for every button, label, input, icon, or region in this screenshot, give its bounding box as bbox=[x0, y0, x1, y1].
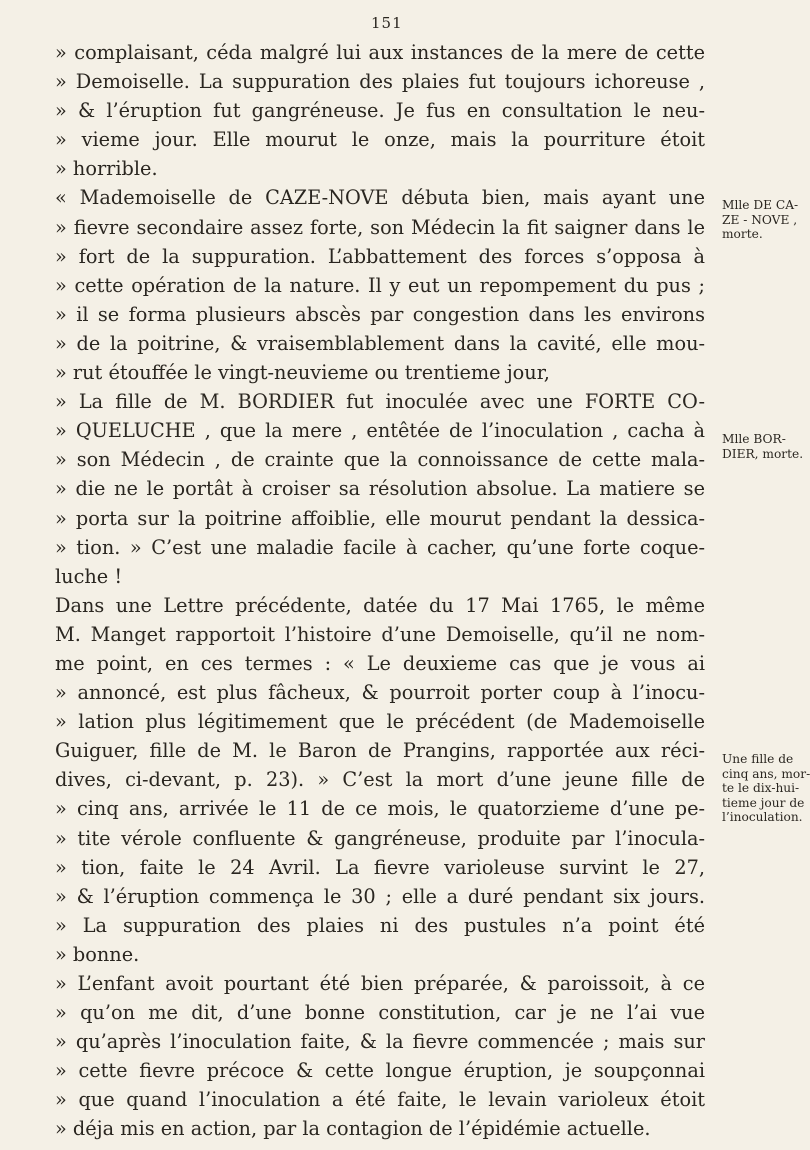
text-line: » die ne le portât à croiser sa résolution absolue. La matiere se bbox=[55, 477, 705, 501]
text-line: Dans une Lettre précédente, datée du 17 Mai 1765, le même bbox=[55, 593, 705, 617]
text-line: » de la poitrine, & vraisemblablement dans la cavité, elle mou- bbox=[55, 331, 705, 355]
sidenote-line: Mlle DE CA- bbox=[722, 198, 799, 212]
text-line: » porta sur la poitrine affoiblie, elle mourut pendant la dessica- bbox=[55, 506, 705, 530]
text-line: » complaisant, céda malgré lui aux instances de la mere de cette bbox=[55, 41, 705, 64]
text-line: » fort de la suppuration. L’abbattement des forces s’opposa à bbox=[55, 244, 705, 268]
sidenote-line: Mlle BOR- bbox=[722, 432, 786, 446]
sidenote-five-year-old bbox=[722, 752, 810, 825]
text-line: luche ! bbox=[55, 564, 123, 588]
sidenote-line: ZE - NOVE , bbox=[722, 212, 798, 227]
main-text bbox=[55, 38, 705, 1144]
text-line: dives, ci-devant, p. 23). » C’est la mort d’une jeune fille de bbox=[55, 768, 705, 792]
text-line: » La fille de M. BORDIER fut inoculée avec une FORTE CO- bbox=[55, 390, 705, 414]
text-line: » qu’on me dit, d’une bonne constitution, car je ne l’ai vue bbox=[55, 1001, 705, 1025]
text-line: » fievre secondaire assez forte, son Médecin la fit saigner dans le bbox=[55, 215, 705, 239]
text-line: » Demoiselle. La suppuration des plaies fut toujours ichoreuse , bbox=[55, 70, 705, 94]
text-line: me point, en ces termes : « Le deuxieme cas que je vous ai bbox=[55, 651, 705, 675]
text-line: » bonne. bbox=[55, 942, 140, 966]
sidenote-line: morte. bbox=[722, 227, 763, 241]
text-line: » cinq ans, arrivée le 11 de ce mois, le quatorzieme d’une pe- bbox=[55, 797, 705, 821]
text-line: » qu’après l’inoculation faite, & la fievre commencée ; mais sur bbox=[55, 1030, 705, 1054]
text-line: » tion. » C’est une maladie facile à cacher, qu’une forte coque- bbox=[55, 535, 705, 559]
text-line: » annoncé, est plus fâcheux, & pourroit porter coup à l’inocu- bbox=[55, 681, 705, 705]
sidenote-line: DIER, morte. bbox=[722, 446, 804, 461]
sidenote-line: l’inoculation. bbox=[722, 810, 803, 824]
text-line: » lation plus légitimement que le précédent (de Mademoiselle bbox=[55, 710, 705, 734]
text-line: » tion, faite le 24 Avril. La fievre varioleuse survint le 27, bbox=[55, 855, 705, 879]
sidenote-line: te le dix-hui- bbox=[722, 781, 800, 795]
text-line: » son Médecin , de crainte que la connoissance de cette mala- bbox=[55, 448, 705, 472]
text-line: » La suppuration des plaies ni des pustules n’a point été bbox=[55, 913, 705, 937]
page-number: 151 bbox=[371, 14, 403, 32]
text-line: » que quand l’inoculation a été faite, le levain varioleux étoit bbox=[55, 1088, 705, 1112]
sidenote-line: Une fille de bbox=[722, 752, 794, 766]
text-line: » cette fievre précoce & cette longue éruption, je soupçonnai bbox=[55, 1059, 705, 1083]
text-line: » & l’éruption fut gangréneuse. Je fus en consultation le neu- bbox=[55, 99, 705, 123]
text-line: » rut étouffée le vingt-neuvieme ou trentieme jour, bbox=[55, 361, 550, 385]
text-line: » cette opération de la nature. Il y eut un repompement du pus ; bbox=[55, 273, 705, 297]
text-line: » horrible. bbox=[55, 157, 158, 181]
text-line: » tite vérole confluente & gangréneuse, produite par l’inocula- bbox=[55, 826, 705, 850]
text-line: Guiguer, fille de M. le Baron de Prangins, rapportée aux réci- bbox=[55, 739, 705, 763]
text-line: » vieme jour. Elle mourut le onze, mais la pourriture étoit bbox=[55, 128, 705, 152]
text-line: » & l’éruption commença le 30 ; elle a duré pendant six jours. bbox=[55, 884, 705, 908]
sidenote-caze-nove bbox=[722, 198, 798, 242]
sidenote-bordier bbox=[722, 432, 804, 461]
text-line: » déja mis en action, par la contagion de l’épidémie actuelle. bbox=[55, 1117, 651, 1141]
text-line: » L’enfant avoit pourtant été bien préparée, & paroissoit, à ce bbox=[55, 972, 705, 995]
text-line: M. Manget rapportoit l’histoire d’une Demoiselle, qu’il ne nom- bbox=[55, 622, 705, 646]
sidenote-line: tieme jour de bbox=[722, 795, 805, 810]
text-line: » QUELUCHE , que la mere , entêtée de l’inoculation , cacha à bbox=[55, 419, 705, 443]
text-line: » il se forma plusieurs abscès par congestion dans les environs bbox=[55, 302, 705, 326]
sidenote-line: cinq ans, mor- bbox=[722, 766, 810, 781]
text-line: « Mademoiselle de CAZE-NOVE débuta bien, mais ayant une bbox=[55, 186, 705, 210]
